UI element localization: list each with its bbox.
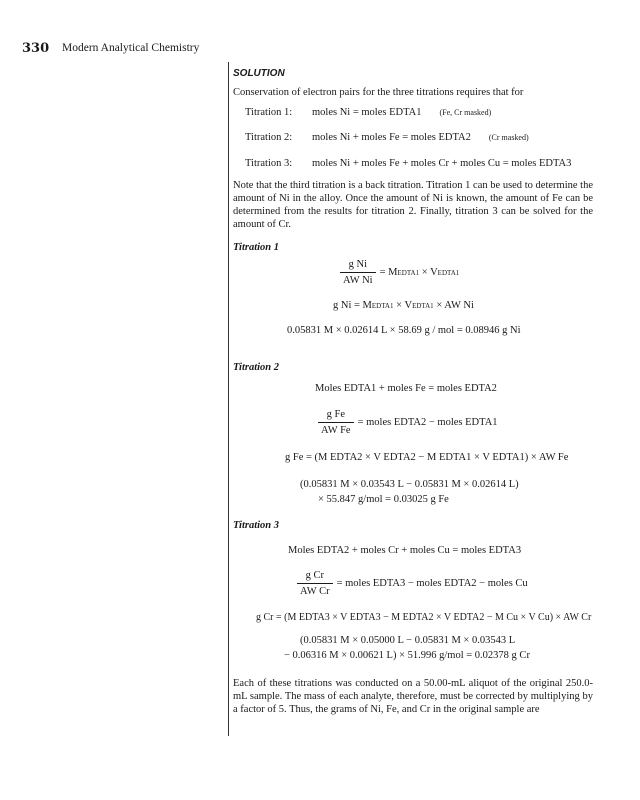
closing-paragraph: Each of these titrations was conducted on a 50.00-mL aliquot of the original 250.0-mL sample. The mass of each analyte, therefore, must be corrected by multiplying by a factor of 5. Thus, the grams of Ni, Fe, and Cr in the original sample are: [233, 678, 593, 715]
t1-calculation: 0.05831 M × 0.02614 L × 58.69 g / mol = 0.08946 g Ni: [287, 325, 521, 336]
t2-fraction-equation: [318, 408, 498, 437]
intro-text: Conservation of electron pairs for the three titrations requires that for: [233, 87, 524, 98]
titration-2-heading: Titration 2: [233, 362, 279, 373]
t1-frac-rhs-sub1: EDTA1: [397, 268, 420, 277]
titration-2-equation: moles Ni + moles Fe = moles EDTA2: [312, 132, 471, 143]
titration-1-heading: Titration 1: [233, 242, 279, 253]
t1-line2-mid: × V: [393, 300, 413, 311]
t1-frac-rhs-mid: × V: [419, 266, 438, 278]
t3-fraction-equation: [297, 569, 528, 598]
t1-frac-numerator: g Ni: [340, 258, 376, 273]
t3-frac-numerator: g Cr: [297, 569, 333, 584]
t2-fraction: [318, 408, 354, 437]
t2-line1: Moles EDTA1 + moles Fe = moles EDTA2: [315, 383, 497, 394]
titration-3-label: Titration 3:: [245, 158, 293, 169]
titration-2-note: (Cr masked): [488, 133, 529, 142]
t1-fraction: [340, 258, 376, 287]
t3-calculation-2: − 0.06316 M × 0.00621 L) × 51.996 g/mol = 0.02378 g Cr: [284, 650, 530, 661]
running-head: Modern Analytical Chemistry: [62, 42, 200, 54]
t2-calculation-2: × 55.847 g/mol = 0.03025 g Fe: [318, 494, 449, 505]
titration-3-equation: moles Ni + moles Fe + moles Cr + moles Cu = moles EDTA3: [312, 158, 572, 169]
t1-line2: [333, 299, 474, 313]
t3-line3: g Cr = (M EDTA3 × V EDTA3 − M EDTA2 × V EDTA2 − M Cu × V Cu) × AW Cr: [256, 612, 592, 623]
explanation-paragraph: Note that the third titration is a back titration. Titration 1 can be used to determine the amount of Ni in the alloy. Once the amount of Ni is known, the amount of Fe can be determined from the results for titration 2. Finally, titration 3 can be solved for the amount of Cr.: [233, 180, 593, 230]
solution-heading: SOLUTION: [233, 68, 285, 79]
titration-2-line: [245, 132, 529, 143]
titration-1-note: (Fe, Cr masked): [439, 108, 492, 117]
t3-calculation-1: (0.05831 M × 0.05000 L − 0.05831 M × 0.03543 L: [300, 635, 516, 646]
t3-frac-denominator: AW Cr: [300, 586, 330, 597]
titration-1-line: [245, 107, 491, 118]
t2-frac-rhs: = moles EDTA2 − moles EDTA1: [357, 417, 498, 428]
titration-2-label: Titration 2:: [245, 132, 293, 143]
t2-frac-denominator: AW Fe: [321, 425, 351, 436]
titration-3-heading: Titration 3: [233, 520, 279, 531]
t1-frac-rhs-sub2: EDTA1: [437, 268, 460, 277]
page-number: 330: [22, 41, 50, 56]
titration-1-label: Titration 1:: [245, 107, 293, 118]
t1-line2-post: × AW Ni: [433, 300, 474, 311]
titration-1-equation: moles Ni = moles EDTA1: [312, 107, 422, 118]
t2-line3: g Fe = (M EDTA2 × V EDTA2 − M EDTA1 × V EDTA1) × AW Fe: [285, 452, 569, 463]
t1-frac-denominator: AW Ni: [343, 275, 373, 286]
t1-fraction-equation: [340, 258, 459, 287]
t1-line2-pre: g Ni = M: [333, 300, 372, 311]
t2-frac-numerator: g Fe: [318, 408, 354, 423]
t2-calculation-1: (0.05831 M × 0.03543 L − 0.05831 M × 0.02614 L): [300, 479, 519, 490]
t3-frac-rhs: = moles EDTA3 − moles EDTA2 − moles Cu: [336, 578, 528, 589]
t1-frac-rhs-pre: = M: [379, 266, 398, 278]
t3-fraction: [297, 569, 333, 598]
margin-rule: [228, 62, 229, 736]
titration-3-line: [245, 158, 571, 169]
t3-line1: Moles EDTA2 + moles Cr + moles Cu = moles EDTA3: [288, 545, 522, 556]
t1-line2-sub2: EDTA1: [412, 302, 434, 310]
t1-line2-sub1: EDTA1: [371, 302, 394, 310]
